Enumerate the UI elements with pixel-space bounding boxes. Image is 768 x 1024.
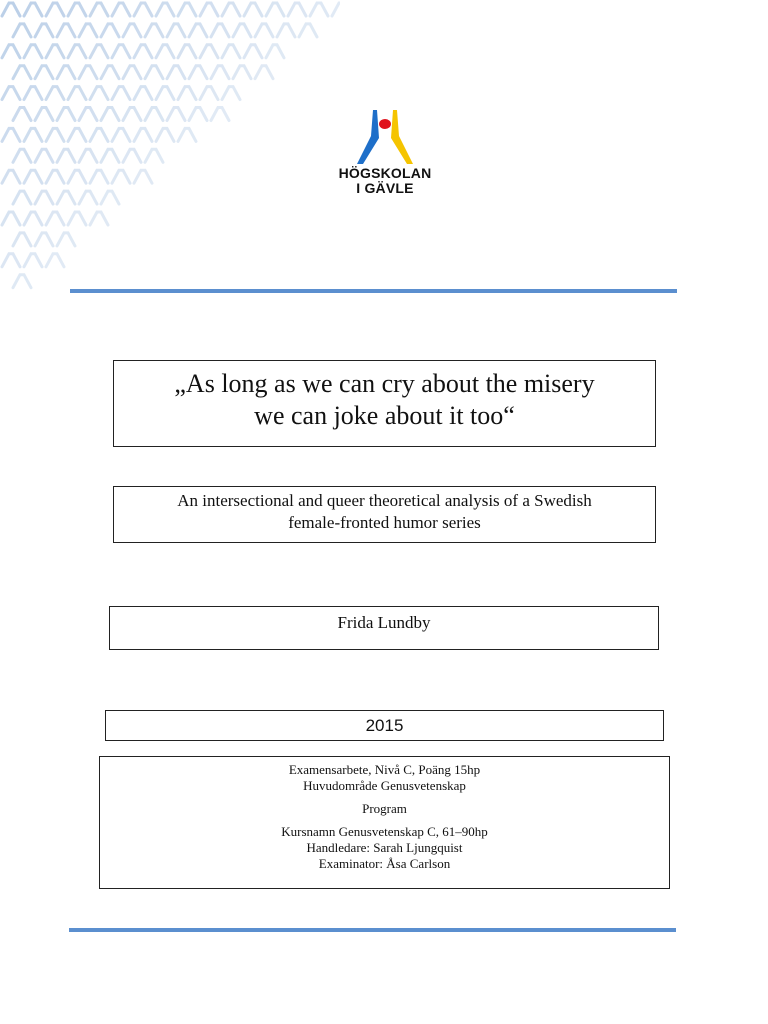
logo-text-line2: I GÄVLE	[356, 180, 414, 196]
decorative-pattern	[0, 0, 340, 300]
author-name: Frida Lundby	[337, 613, 431, 632]
author-box	[109, 606, 659, 650]
thesis-subtitle-line2: female-fronted humor series	[288, 513, 481, 532]
university-logo	[330, 108, 440, 208]
info-course-line: Kursnamn Genusvetenskap C, 61–90hp	[281, 824, 488, 839]
info-degree-line: Examensarbete, Nivå C, Poäng 15hp	[288, 762, 481, 777]
year-box	[105, 710, 664, 741]
bottom-divider	[69, 928, 676, 932]
thesis-title-box	[113, 360, 656, 447]
thesis-title-line2: we can joke about it too“	[254, 401, 515, 430]
info-program-line: Program	[362, 801, 407, 816]
thesis-subtitle-line1: An intersectional and queer theoretical analysis of a Swedish	[177, 491, 592, 510]
info-supervisor-line: Handledare: Sarah Ljungquist	[306, 840, 463, 855]
year-text: 2015	[365, 716, 404, 735]
logo-text-line1: HÖGSKOLAN	[338, 165, 432, 181]
thesis-info-box	[99, 756, 670, 889]
info-subject-line: Huvudområde Genusvetenskap	[303, 778, 466, 793]
logo-emblem-icon	[357, 108, 413, 166]
top-divider	[70, 289, 677, 293]
info-examiner-line: Examinator: Åsa Carlson	[318, 856, 451, 871]
thesis-subtitle-box	[113, 486, 656, 543]
thesis-title-line1: „As long as we can cry about the misery	[174, 369, 595, 398]
